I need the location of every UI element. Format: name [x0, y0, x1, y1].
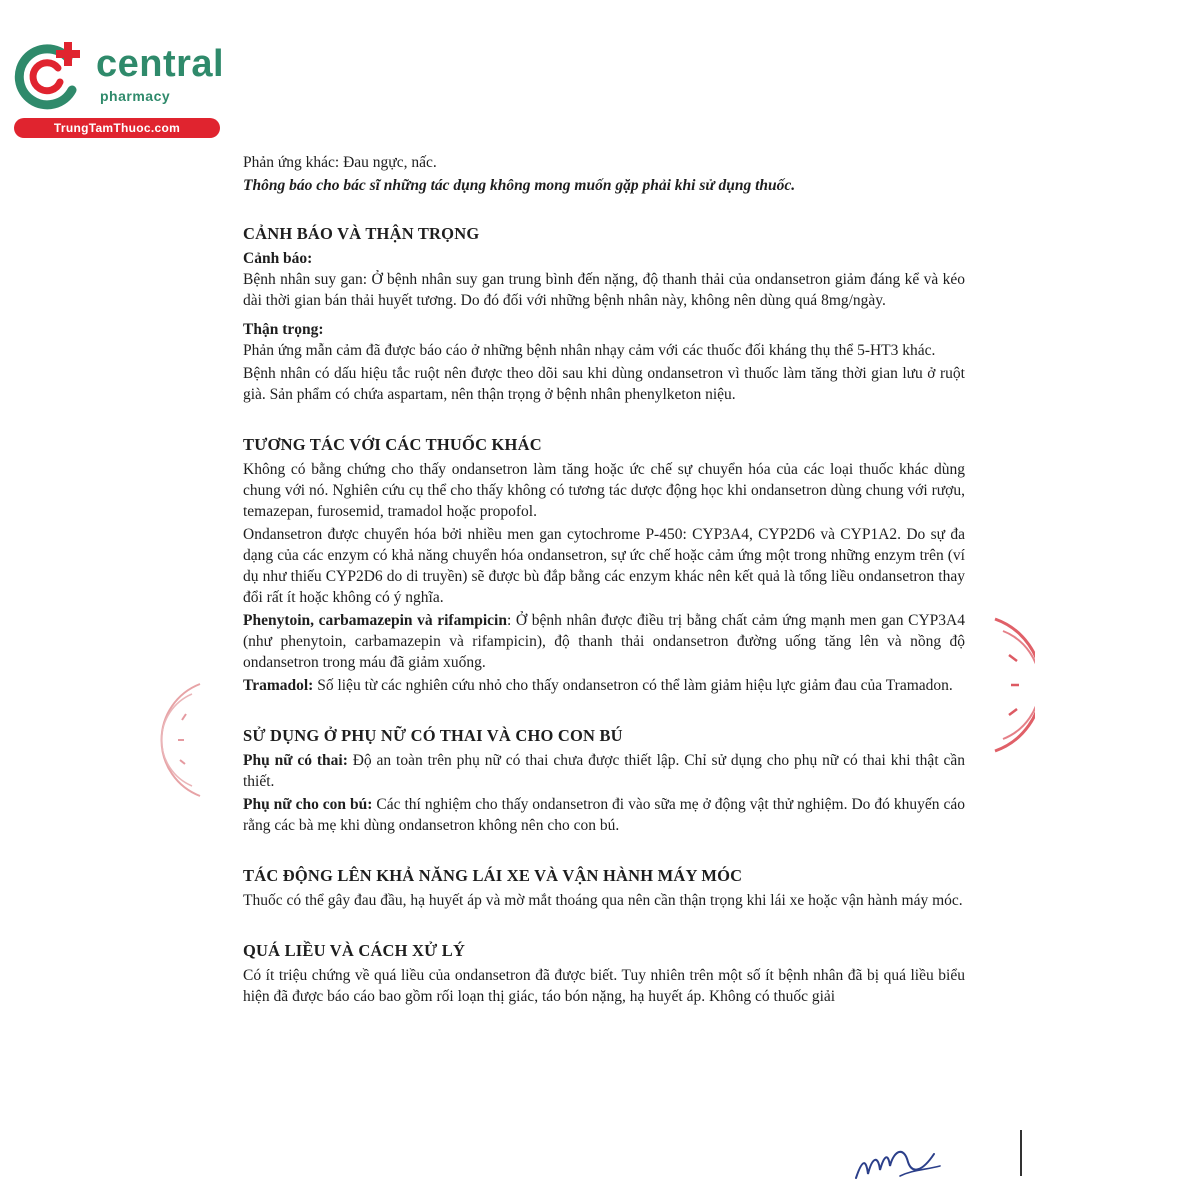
phenytoin-paragraph	[243, 610, 965, 673]
phenytoin-text: : Ở bệnh nhân được điều trị bằng chất cảm ứng mạnh men gan CYP3A4 (như phenytoin, carbamazepin và rifampicin), độ thanh thải ondansetron đường uống tăng lên và nồng độ ondansetron trong máu đã giảm xuống.	[243, 612, 965, 671]
tramadol-paragraph	[243, 675, 965, 696]
interactions-text-1: Không có bằng chứng cho thấy ondansetron làm tăng hoặc ức chế sự chuyển hóa của các loại thuốc khác dùng chung với nó. Nghiên cứu cụ thể cho thấy không có tương tác dược động học khi ondansetron dùng chung với rượu, temazepan, furosemid, tramadol hoặc propofol.	[243, 461, 965, 520]
caution-text-1: Phản ứng mẫn cảm đã được báo cáo ở những bệnh nhân nhạy cảm với các thuốc đối kháng thụ thể 5-HT3 khác.	[243, 342, 936, 359]
driving-heading: TÁC ĐỘNG LÊN KHẢ NĂNG LÁI XE VÀ VẬN HÀNH MÁY MÓC	[243, 866, 743, 885]
report-notice: Thông báo cho bác sĩ những tác dụng không mong muốn gặp phải khi sử dụng thuốc.	[243, 177, 796, 194]
overdose-heading: QUÁ LIỀU VÀ CÁCH XỬ LÝ	[243, 941, 466, 960]
logo-url[interactable]: TrungTamThuoc.com	[14, 118, 220, 138]
overdose-text: Có ít triệu chứng về quá liều của ondansetron đã được biết. Tuy nhiên trên một số ít bệnh nhân đã bị quá liều biểu hiện đã được báo cáo bao gồm rối loạn thị giác, táo bón nặng, hạ huyết áp. Không có thuốc giải	[243, 967, 965, 1005]
pregnant-text: Độ an toàn trên phụ nữ có thai chưa được thiết lập. Chỉ sử dụng cho phụ nữ có thai khi thật cần thiết.	[243, 752, 965, 790]
logo-subtitle: pharmacy	[100, 88, 171, 104]
tramadol-text: Số liệu từ các nghiên cứu nhỏ cho thấy ondansetron có thể làm giảm hiệu lực giảm đau của Tramadon.	[313, 677, 953, 694]
caution-label: Thận trọng:	[243, 321, 324, 338]
logo-name: central	[96, 43, 225, 85]
nursing-paragraph	[243, 794, 965, 836]
pregnant-paragraph	[243, 750, 965, 792]
central-pharmacy-logo[interactable]	[10, 38, 225, 138]
pregnant-label: Phụ nữ có thai:	[243, 752, 348, 769]
signature-icon	[848, 1140, 948, 1185]
driving-text: Thuốc có thể gây đau đầu, hạ huyết áp và mờ mắt thoáng qua nên cần thận trọng khi lái xe hoặc vận hành máy móc.	[243, 892, 963, 909]
pregnancy-heading: SỬ DỤNG Ở PHỤ NỮ CÓ THAI VÀ CHO CON BÚ	[243, 726, 623, 745]
page-edge-line	[1020, 1130, 1022, 1176]
red-seal-stamp-icon	[985, 615, 1035, 755]
red-seal-stamp-icon	[160, 680, 210, 800]
interactions-text-2: Ondansetron được chuyển hóa bởi nhiều men gan cytochrome P-450: CYP3A4, CYP2D6 và CYP1A2. Do sự đa dạng của các enzym có khả năng chuyển hóa ondansetron, sự ức chế hoặc cảm ứng một trong những enzym trên (ví dụ như thiếu CYP2D6 do di truyền) sẽ được bù đắp bằng các enzym khác nên kết quả là tổng liều ondansetron thay đổi rất ít hoặc không có ý nghĩa.	[243, 526, 965, 606]
caution-text-2: Bệnh nhân có dấu hiệu tắc ruột nên được theo dõi sau khi dùng ondansetron vì thuốc làm tăng thời gian lưu ở ruột già. Sản phẩm có chứa aspartam, nên thận trọng ở bệnh nhân phenylketon niệu.	[243, 365, 965, 403]
interactions-heading: TƯƠNG TÁC VỚI CÁC THUỐC KHÁC	[243, 435, 542, 454]
nursing-label: Phụ nữ cho con bú:	[243, 796, 373, 813]
warnings-heading: CẢNH BÁO VÀ THẬN TRỌNG	[243, 224, 480, 243]
warning-text: Bệnh nhân suy gan: Ở bệnh nhân suy gan trung bình đến nặng, độ thanh thải của ondansetron giảm đáng kể và kéo dài thời gian bán thải huyết tương. Do đó đối với những bệnh nhân này, không nên dùng quá 8mg/ngày.	[243, 271, 965, 309]
warning-label: Cảnh báo:	[243, 250, 313, 267]
leaflet-page	[243, 152, 965, 1009]
other-reactions-text: Phản ứng khác: Đau ngực, nấc.	[243, 154, 437, 171]
central-pharmacy-logo-icon	[10, 38, 90, 110]
nursing-text: Các thí nghiệm cho thấy ondansetron đi vào sữa mẹ ở động vật thử nghiệm. Do đó khuyến cáo rằng các bà mẹ khi dùng ondansetron không nên cho con bú.	[243, 796, 965, 834]
tramadol-label: Tramadol:	[243, 677, 314, 694]
phenytoin-label: Phenytoin, carbamazepin và rifampicin	[243, 612, 507, 629]
